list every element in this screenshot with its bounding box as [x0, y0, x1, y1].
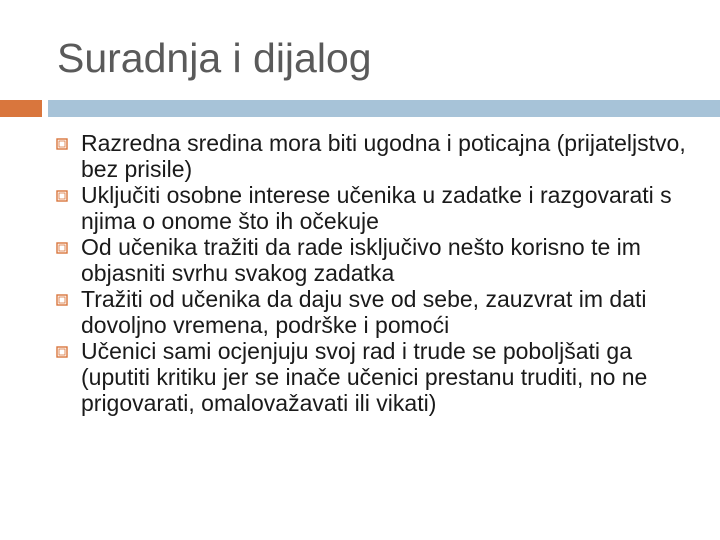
hollow-square-bullet-icon	[56, 182, 80, 209]
slide-title: Suradnja i dijalog	[57, 35, 372, 81]
bullet-item	[56, 338, 696, 416]
bullet-text: Učenici sami ocjenjuju svoj rad i trude se poboljšati ga (uputiti kritiku jer se inače učenici prestanu truditi, no ne prigovarati, omalovažavati ili vikati)	[81, 338, 648, 416]
bullet-text: Razredna sredina mora biti ugodna i poticajna (prijateljstvo, bez prisile)	[81, 130, 686, 182]
bullet-item	[56, 286, 696, 338]
bullet-text: Tražiti od učenika da daju sve od sebe, zauzvrat im dati dovoljno vremena, podrške i pomoći	[81, 286, 647, 338]
bullet-item	[56, 182, 696, 234]
hollow-square-bullet-icon	[56, 234, 80, 261]
bullet-text: Od učenika tražiti da rade isključivo nešto korisno te im objasniti svrhu svakog zadatka	[81, 234, 641, 286]
bullet-item	[56, 130, 696, 182]
bullet-list	[56, 130, 696, 416]
title-rule-bar	[48, 100, 720, 117]
hollow-square-bullet-icon	[56, 338, 80, 365]
title-accent-bar	[0, 100, 42, 117]
hollow-square-bullet-icon	[56, 286, 80, 313]
hollow-square-bullet-icon	[56, 130, 80, 157]
bullet-item	[56, 234, 696, 286]
bullet-text: Uključiti osobne interese učenika u zadatke i razgovarati s njima o onome što ih očekuje	[81, 182, 672, 234]
